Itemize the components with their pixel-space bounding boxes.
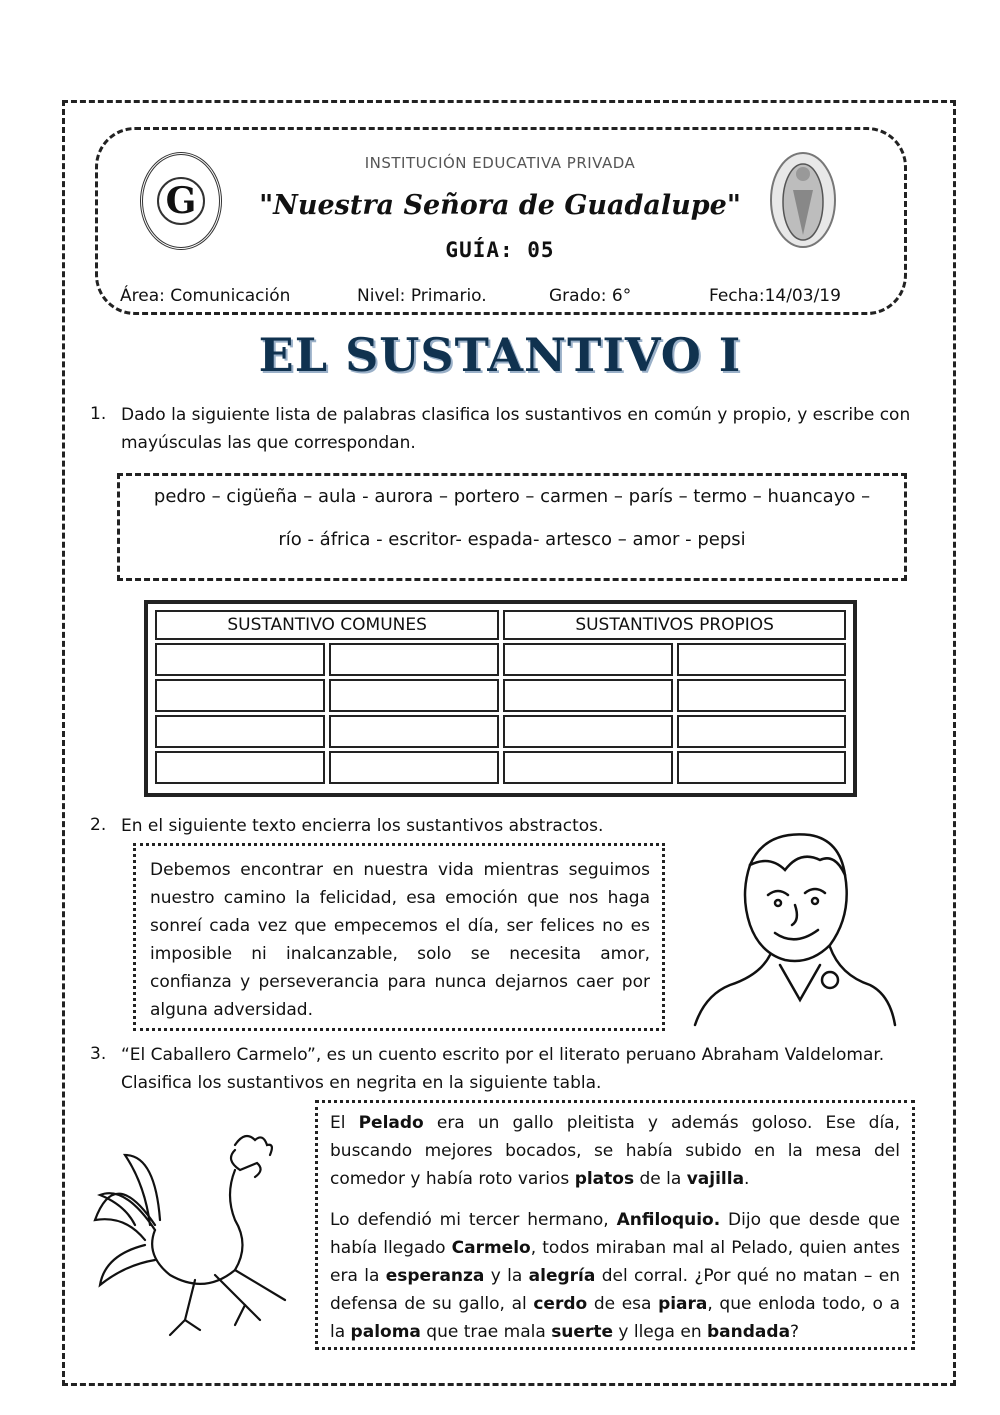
answer-cell[interactable] bbox=[503, 751, 672, 784]
header-common-nouns: SUSTANTIVO COMUNES bbox=[155, 610, 499, 640]
bold-noun: Anfiloquio. bbox=[616, 1210, 721, 1230]
table-row bbox=[155, 643, 846, 676]
bold-noun: piara bbox=[658, 1294, 708, 1314]
answer-cell[interactable] bbox=[329, 679, 499, 712]
q1-instruction: Dado la siguiente lista de palabras clasifica los sustantivos en común y propio, y escribe con mayúsculas las que correspondan. bbox=[121, 405, 911, 453]
bold-noun: alegría bbox=[528, 1266, 596, 1286]
table-row bbox=[155, 751, 846, 784]
institution-label: INSTITUCIÓN EDUCATIVA PRIVADA bbox=[364, 154, 636, 172]
answer-cell[interactable] bbox=[677, 715, 846, 748]
word-list-line-1: pedro – cigüeña – aula - aurora – portero – carmen – parís – termo – huancayo – bbox=[153, 486, 871, 507]
q3-paragraph-1: El Pelado era un gallo pleitista y además goloso. Ese día, buscando mejores bocados, se había subido en la mesa del comedor y había roto varios platos de la vajilla. bbox=[330, 1113, 900, 1189]
bold-noun: Carmelo bbox=[451, 1238, 531, 1258]
answer-cell[interactable] bbox=[155, 679, 325, 712]
bold-noun: cerdo bbox=[533, 1294, 588, 1314]
boy-illustration bbox=[690, 825, 900, 1030]
answer-cell[interactable] bbox=[503, 679, 672, 712]
q3-number: 3. bbox=[90, 1044, 107, 1064]
date-label: Fecha:14/03/19 bbox=[709, 286, 841, 306]
page-title: EL SUSTANTIVO I bbox=[258, 328, 742, 382]
bold-noun: esperanza bbox=[385, 1266, 485, 1286]
bold-noun: vajilla bbox=[686, 1169, 745, 1189]
answer-cell[interactable] bbox=[329, 751, 499, 784]
answer-cell[interactable] bbox=[677, 679, 846, 712]
q2-instruction: En el siguiente texto encierra los sustantivos abstractos. bbox=[121, 816, 604, 836]
area-label: Área: Comunicación bbox=[120, 286, 291, 306]
bold-noun: paloma bbox=[350, 1322, 421, 1342]
bold-noun: Pelado bbox=[358, 1113, 424, 1133]
school-name: "Nuestra Señora de Guadalupe" bbox=[259, 190, 741, 221]
q3-paragraph-2: Lo defendió mi tercer hermano, Anfiloquio. Dijo que desde que había llegado Carmelo, todos miraban mal al Pelado, quien antes era la esperanza y la alegría del corral. ¿Por qué no matan – en defensa de su gallo, al cerdo de esa piara, que enloda todo, o a la paloma que trae mala suerte y llega en bandada? bbox=[330, 1210, 900, 1342]
answer-cell[interactable] bbox=[155, 643, 325, 676]
q2-passage: Debemos encontrar en nuestra vida mientras seguimos nuestro camino la felicidad, esa emoción que nos haga sonreí cada vez que empecemos el día, ser felices no es imposible ni inalcanzable, solo se necesita amor, confianza y perseverancia para nunca dejarnos caer por alguna adversidad. bbox=[150, 860, 650, 1020]
noun-classification-table bbox=[144, 600, 857, 797]
answer-cell[interactable] bbox=[677, 643, 846, 676]
table-row bbox=[155, 715, 846, 748]
answer-cell[interactable] bbox=[155, 751, 325, 784]
logo-letter: G bbox=[157, 177, 205, 225]
rooster-illustration bbox=[85, 1125, 300, 1340]
answer-cell[interactable] bbox=[329, 715, 499, 748]
answer-cell[interactable] bbox=[329, 643, 499, 676]
q1-number: 1. bbox=[90, 404, 107, 424]
answer-cell[interactable] bbox=[155, 715, 325, 748]
q3-instruction: “El Caballero Carmelo”, es un cuento escrito por el literato peruano Abraham Valdelomar. Clasifica los sustantivos en negrita en la siguiente tabla. bbox=[121, 1045, 885, 1093]
bold-noun: platos bbox=[574, 1169, 635, 1189]
table-row bbox=[155, 679, 846, 712]
answer-cell[interactable] bbox=[503, 715, 672, 748]
level-label: Nivel: Primario. bbox=[357, 286, 487, 306]
bold-noun: bandada bbox=[707, 1322, 791, 1342]
answer-cell[interactable] bbox=[677, 751, 846, 784]
guide-number: GUÍA: 05 bbox=[445, 238, 555, 262]
header-proper-nouns: SUSTANTIVOS PROPIOS bbox=[503, 610, 846, 640]
bold-noun: suerte bbox=[551, 1322, 613, 1342]
answer-cell[interactable] bbox=[503, 643, 672, 676]
grade-label: Grado: 6° bbox=[549, 286, 632, 306]
word-list-line-2: río - áfrica - escritor- espada- artesco – amor - pepsi bbox=[278, 529, 746, 550]
q2-number: 2. bbox=[90, 815, 107, 835]
